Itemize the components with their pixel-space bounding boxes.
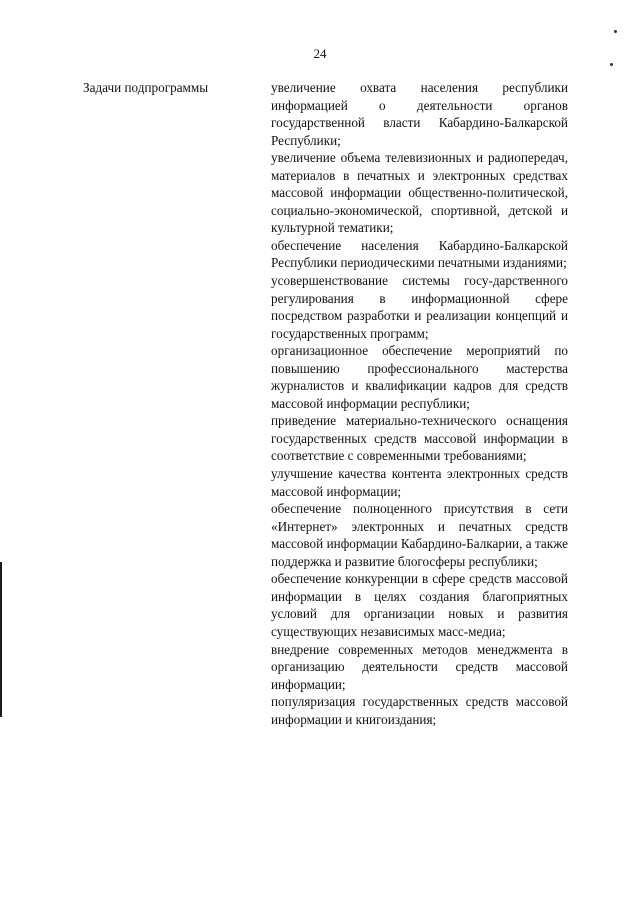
scan-speck [610, 63, 613, 66]
task-item: организационное обеспечение мероприятий по повышению профессионального мастерства журналистов и квалификации кадров для средств массовой информации республики; [271, 343, 568, 411]
task-item: внедрение современных методов менеджмента в организацию деятельности средств массовой информации; [271, 641, 568, 692]
section-label: Задачи подпрограммы [83, 80, 209, 95]
task-item: популяризация государственных средств массовой информации и книгоиздания; [271, 694, 568, 727]
task-item: усовершенствование системы госу-дарственного регулирования в информационной сфере посредством разработки и реализации концепций и государственных программ; [271, 273, 568, 341]
page-number: 24 [313, 46, 327, 61]
scan-speck [614, 30, 617, 33]
task-item: увеличение охвата населения республики информацией о деятельности органов государственной власти Кабардино-Балкарской Республики; [271, 80, 568, 148]
task-item: обеспечение населения Кабардино-Балкарской Республики периодическими печатными изданиями; [271, 237, 568, 271]
task-item: приведение материально-технического оснащения государственных средств массовой информации в соответствие с современными требованиями; [271, 413, 568, 464]
task-item: обеспечение полноценного присутствия в сети «Интернет» электронных и печатных средств массовой информации Кабардино-Балкарии, а также поддержка и развитие блогосферы республики; [271, 501, 568, 569]
tasks-column [271, 79, 568, 728]
task-item: обеспечение конкуренции в сфере средств массовой информации в целях создания благоприятных условий для организации новых и развития существующих независимых масс-медиа; [271, 571, 568, 639]
scan-edge-line [0, 562, 2, 717]
task-item: улучшение качества контента электронных средств массовой информации; [271, 466, 568, 499]
task-item: увеличение объема телевизионных и радиопередач, материалов в печатных и электронных средствах массовой информации общественно-политической, социально-экономической, спортивной, детской и культурной тематики; [271, 150, 568, 236]
